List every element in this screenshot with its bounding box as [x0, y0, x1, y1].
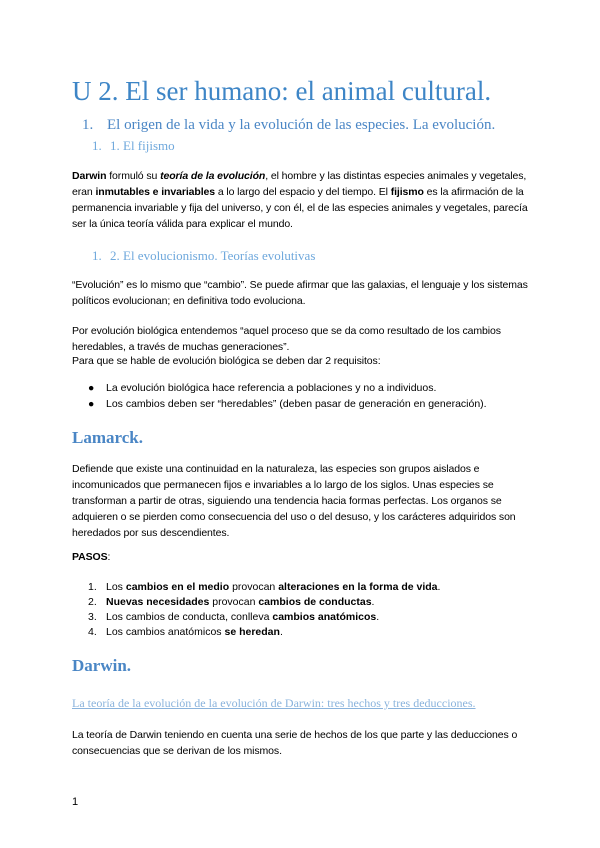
lamarck-paragraph: Defiende que existe una continuidad en la naturaleza, las especies son grupos aislados e incomunicados que permanecen fijos e invariables a lo largo de los siglos. Unas especies se transforman a partir de otras, siguiendo una tendencia hacia formas perfectas. Los organos se adquieren o se pierden como consecuencia del uso o del desuso, y los carácteres adquiridos son heredados por sus descendientes.: [72, 463, 516, 539]
bullet-icon: ●: [88, 382, 95, 394]
heading-darwin: Darwin.: [72, 656, 132, 675]
fijismo-text: es la afirmación de la permanencia invariable y fija del universo, y con él, el de las especies animales y vegetales, parecía ser la única teoría válida para explicar el mundo.: [72, 186, 528, 230]
list-bold: cambios en el medio: [125, 581, 230, 593]
fijismo-bold-fijismo: fijismo: [390, 186, 424, 198]
list-text: provocan: [209, 596, 259, 608]
list-text: .: [371, 596, 375, 608]
list-text: Los cambios de conducta, conlleva: [106, 611, 273, 623]
list-item: [88, 595, 538, 610]
section-heading-origen: [82, 115, 495, 135]
list-item: [88, 625, 538, 640]
fijismo-bold-inmutables: inmutables e invariables: [95, 186, 216, 198]
list-text: Los cambios anatómicos: [106, 626, 225, 638]
list-text: provocan: [229, 581, 279, 593]
list-bold: cambios de conductas: [258, 596, 372, 608]
fijismo-text: , el hombre y las distintas especies animales y vegetales, eran: [72, 170, 527, 198]
list-number: 3.: [88, 611, 97, 623]
darwin-paragraph: La teoría de Darwin teniendo en cuenta una serie de hechos de los que parte y las deducciones o consecuencias que se derivan de los mismos.: [72, 729, 518, 757]
fijismo-paragraph: [72, 168, 532, 232]
fijismo-bold-teoria: teoría de la evolución: [160, 170, 266, 182]
subsection-heading-evolucionismo: [92, 247, 315, 264]
list-item-text: Los cambios deben ser “heredables” (deben pasar de generación en generación).: [106, 398, 487, 410]
requisitos-list: [88, 381, 538, 412]
bullet-icon: ●: [88, 398, 95, 410]
subsection-title: 1. El fijismo: [110, 138, 175, 153]
list-item: [88, 397, 538, 412]
subsection-title: 2. El evolucionismo. Teorías evolutivas: [110, 248, 316, 263]
list-bold: alteraciones en la forma de vida: [278, 581, 438, 593]
list-bold: se heredan: [224, 626, 280, 638]
fijismo-text: a lo largo del espacio y del tiempo. El: [215, 186, 391, 198]
section-title: El origen de la vida y la evolución de las especies. La evolución.: [107, 117, 496, 133]
subsection-number: 1.: [92, 248, 102, 263]
pasos-colon: :: [107, 551, 111, 563]
subsection-heading-fijismo: [92, 137, 175, 154]
evolucion-paragraph-1: “Evolución” es lo mismo que “cambio”. Se puede afirmar que las galaxias, el lenguaje y los sistemas políticos evolucionan; en definitiva todo evoluciona.: [72, 279, 528, 307]
fijismo-text: formuló su: [106, 170, 161, 182]
page-number: 1: [72, 796, 79, 808]
section-number: 1.: [82, 117, 94, 133]
darwin-theory-link[interactable]: La teoría de la evolución de la evolución de Darwin: tres hechos y tres deducciones.: [72, 696, 476, 710]
list-item-text: La evolución biológica hace referencia a poblaciones y no a individuos.: [106, 382, 437, 394]
pasos-label-text: PASOS: [72, 551, 108, 563]
heading-lamarck: Lamarck.: [72, 428, 143, 447]
evolucion-paragraph-3: Para que se hable de evolución biológica se deben dar 2 requisitos:: [72, 355, 381, 367]
list-number: 4.: [88, 626, 97, 638]
list-number: 2.: [88, 596, 97, 608]
list-text: .: [279, 626, 283, 638]
list-item: [88, 580, 538, 595]
list-bold: Nuevas necesidades: [106, 596, 210, 608]
evolucion-paragraph-2: Por evolución biológica entendemos “aquel proceso que se da como resultado de los cambios heredables, a través de muchas generaciones”.: [72, 325, 501, 353]
page-title: U 2. El ser humano: el animal cultural.: [72, 76, 492, 106]
fijismo-bold-darwin: Darwin: [72, 170, 107, 182]
list-text: Los: [106, 581, 126, 593]
list-text: .: [437, 581, 441, 593]
list-number: 1.: [88, 581, 97, 593]
subsection-number: 1.: [92, 138, 102, 153]
list-bold: cambios anatómicos: [272, 611, 377, 623]
list-item: [88, 381, 538, 396]
list-text: .: [376, 611, 380, 623]
list-item: [88, 610, 538, 625]
pasos-list: [88, 580, 538, 640]
pasos-label: [72, 549, 532, 565]
